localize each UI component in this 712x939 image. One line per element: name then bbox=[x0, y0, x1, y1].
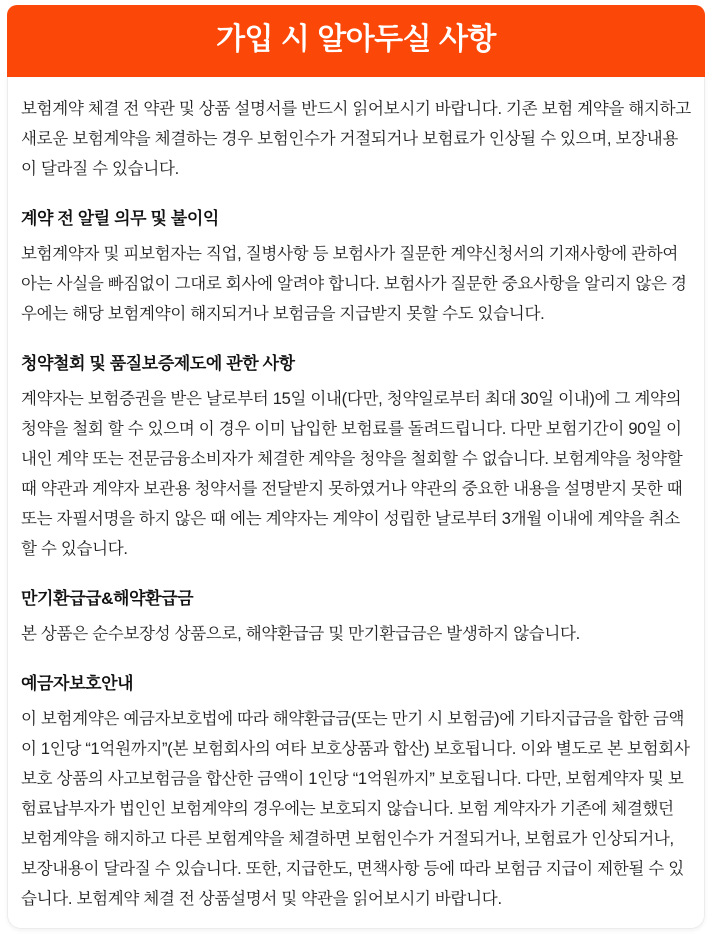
section-refund bbox=[21, 588, 691, 649]
section-paragraph-refund: 본 상품은 순수보장성 상품으로, 해약환급금 및 만기환급금은 발생하지 않습니다. bbox=[21, 625, 580, 643]
section-withdrawal bbox=[21, 353, 691, 564]
section-heading-refund: 만기환급급&해약환급금 bbox=[21, 589, 194, 608]
notice-body bbox=[7, 77, 705, 929]
section-deposit-protection bbox=[21, 673, 691, 914]
page-title: 가입 시 알아두실 사항 bbox=[216, 23, 496, 56]
section-heading-withdrawal: 청약철회 및 품질보증제도에 관한 사항 bbox=[21, 354, 295, 373]
intro-paragraph: 보험계약 체결 전 약관 및 상품 설명서를 반드시 읽어보시기 바랍니다. 기존 보험 계약을 해지하고 새로운 보험계약을 체결하는 경우 보험인수가 거절되거나 보험료가 인상될 수 있으며, 보장내용이 달라질 수 있습니다. bbox=[21, 100, 691, 178]
section-heading-disclosure-duty: 계약 전 알릴 의무 및 불이익 bbox=[21, 209, 219, 228]
section-paragraph-disclosure-duty: 보험계약자 및 피보험자는 직업, 질병사항 등 보험사가 질문한 계약신청서의 기재사항에 관하여 아는 사실을 빠짐없이 그대로 회사에 알려야 합니다. 보험사가 질문한 중요사항을 알리지 않은 경우에는 해당 보험계약이 해지되거나 보험금을 지급받지 못할 수도 있습니다. bbox=[21, 245, 687, 323]
section-intro bbox=[21, 94, 691, 184]
notice-card bbox=[7, 5, 705, 929]
section-disclosure-duty bbox=[21, 208, 691, 329]
notice-banner bbox=[7, 5, 705, 77]
section-paragraph-deposit-protection: 이 보험계약은 예금자보호법에 따라 해약환급금(또는 만기 시 보험금)에 기타지급금을 합한 금액이 1인당 “1억원까지”(본 보험회사의 여타 보호상품과 합산) 보호됩니다. 이와 별도로 본 보험회사 보호 상품의 사고보험금을 합산한 금액이 1인당 “1억원까지” 보호됩니다. 다만, 보험계약자 및 보험료납부자가 법인인 보험계약의 경우에는 보호되지 않습니다. 보험 계약자가 기존에 체결했던 보험계약을 해지하고 다른 보험계약을 체결하면 보험인수가 거절되거나, 보험료가 인상되거나, 보장내용이 달라질 수 있습니다. 또한, 지급한도, 면책사항 등에 따라 보험금 지급이 제한될 수 있습니다. 보험계약 체결 전 상품설명서 및 약관을 읽어보시기 바랍니다. bbox=[21, 710, 690, 908]
section-paragraph-withdrawal: 계약자는 보험증권을 받은 날로부터 15일 이내(다만, 청약일로부터 최대 30일 이내)에 그 계약의 청약을 철회 할 수 있으며 이 경우 이미 납입한 보험료를 돌려드립니다. 다만 보험기간이 90일 이내인 계약 또는 전문금융소비자가 체결한 계약을 청약을 철회할 수 없습니다. 보험계약을 청약할 때 약관과 계약자 보관용 청약서를 전달받지 못하였거나 약관의 중요한 내용을 설명받지 못한 때 또는 자필서명을 하지 않은 때 에는 계약자는 계약이 성립한 날로부터 3개월 이내에 계약을 취소할 수 있습니다. bbox=[21, 390, 683, 558]
section-heading-deposit-protection: 예금자보호안내 bbox=[21, 674, 134, 693]
